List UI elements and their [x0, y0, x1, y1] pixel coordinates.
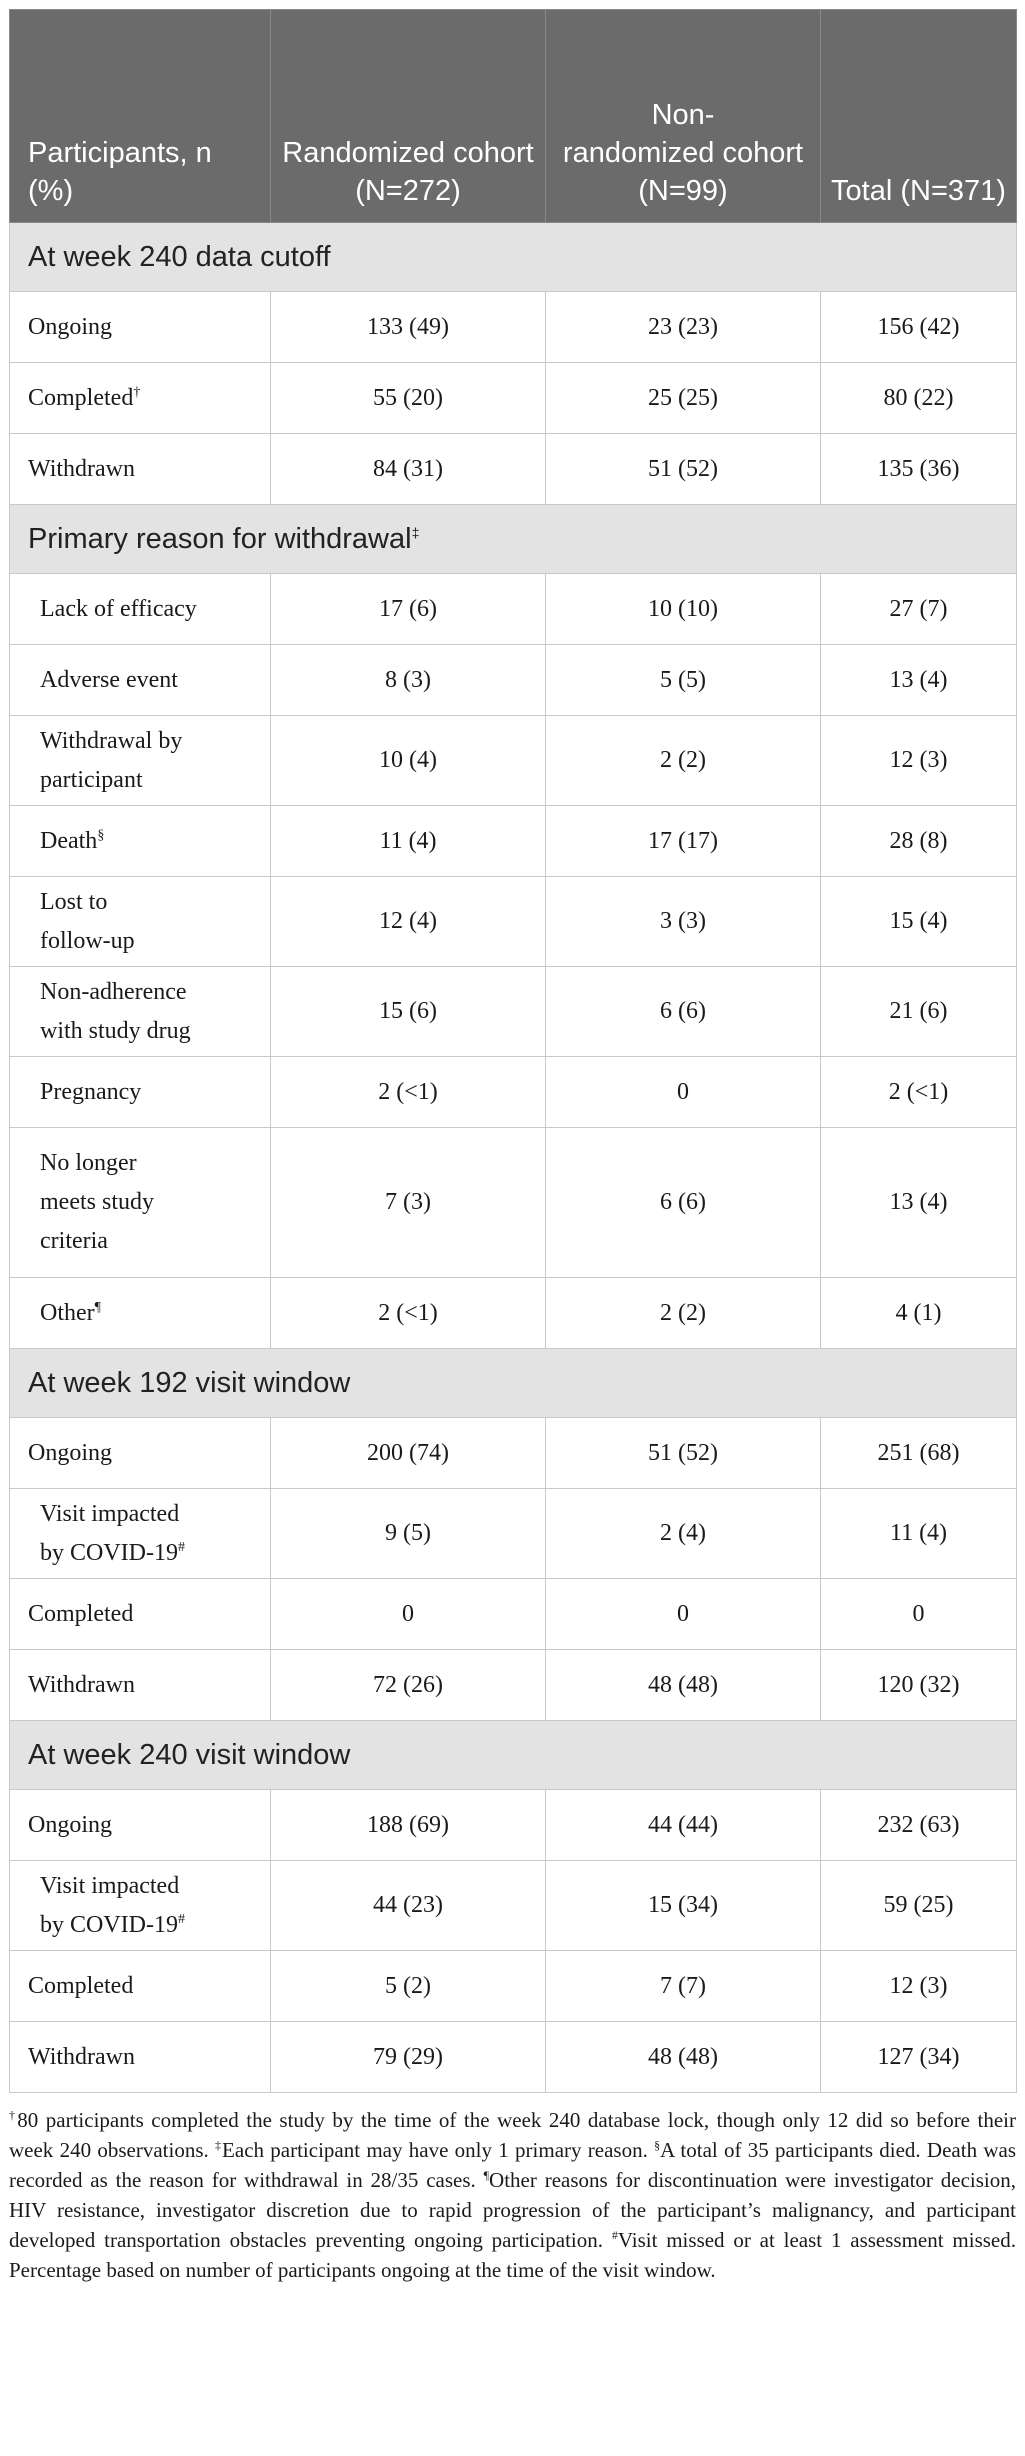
total-value: 2 (<1)	[821, 1057, 1017, 1128]
table-row	[10, 1790, 1017, 1861]
total-value: 80 (22)	[821, 363, 1017, 434]
table-row	[10, 1128, 1017, 1278]
footnote-marker: ¶	[94, 1299, 101, 1315]
row-label: Lack of efficacy	[10, 574, 271, 645]
nonrandomized-value: 17 (17)	[546, 806, 821, 877]
footnote-text: 80 participants completed the study by the time of the week 240 database lock, though only 12 did so before their week 240 observations.	[9, 2108, 1016, 2162]
nonrandomized-value: 5 (5)	[546, 645, 821, 716]
table-footnotes	[9, 2105, 1016, 2285]
randomized-value: 2 (<1)	[271, 1278, 546, 1349]
total-value: 251 (68)	[821, 1418, 1017, 1489]
total-value: 135 (36)	[821, 434, 1017, 505]
randomized-value: 44 (23)	[271, 1861, 546, 1951]
row-label-line1: Visit impacted	[40, 1872, 180, 1899]
row-label-line2: participant	[40, 766, 143, 793]
row-label-line2: with study drug	[40, 1017, 191, 1044]
nonrandomized-value: 7 (7)	[546, 1951, 821, 2022]
table-row	[10, 1650, 1017, 1721]
randomized-value: 12 (4)	[271, 877, 546, 967]
nonrandomized-value: 2 (2)	[546, 1278, 821, 1349]
table-row	[10, 1579, 1017, 1650]
header-total: Total (N=371)	[821, 10, 1017, 223]
table-row	[10, 967, 1017, 1057]
randomized-value: 7 (3)	[271, 1128, 546, 1278]
table-row	[10, 574, 1017, 645]
footnote-marker: #	[178, 1539, 185, 1555]
footnote-text: Other reasons for discontinuation were investigator decision, HIV resistance, investigator discretion due to rapid progression of the participant’s malignancy, and participant developed transportation obstacles preventing ongoing participation.	[9, 2168, 1016, 2252]
total-value: 12 (3)	[821, 716, 1017, 806]
section-title: At week 192 visit window	[10, 1349, 1017, 1418]
randomized-value: 2 (<1)	[271, 1057, 546, 1128]
total-value: 13 (4)	[821, 1128, 1017, 1278]
row-label: Completed	[10, 1579, 271, 1650]
randomized-value: 0	[271, 1579, 546, 1650]
footnote-text: A total of 35 participants died. Death was recorded as the reason for withdrawal in 28/35 cases.	[9, 2138, 1016, 2192]
section-title: At week 240 visit window	[10, 1721, 1017, 1790]
row-label	[10, 1128, 271, 1278]
randomized-value: 11 (4)	[271, 806, 546, 877]
total-value: 127 (34)	[821, 2022, 1017, 2093]
randomized-value: 79 (29)	[271, 2022, 546, 2093]
table-row	[10, 1057, 1017, 1128]
row-label: Withdrawn	[10, 2022, 271, 2093]
table-container	[9, 9, 1016, 2285]
total-value: 232 (63)	[821, 1790, 1017, 1861]
nonrandomized-value: 2 (2)	[546, 716, 821, 806]
row-label	[10, 877, 271, 967]
section-week192-visit-window	[10, 1349, 1017, 1418]
footnote-text: Visit missed or at least 1 assessment missed. Percentage based on number of participants ongoing at the time of the visit window.	[9, 2228, 1016, 2282]
table-row	[10, 1489, 1017, 1579]
footnote-text: Each participant may have only 1 primary reason.	[222, 2138, 655, 2162]
section-week240-data-cutoff	[10, 223, 1017, 292]
total-value: 15 (4)	[821, 877, 1017, 967]
row-label-line2: by COVID-19	[40, 1539, 178, 1566]
row-label	[10, 1861, 271, 1951]
table-row	[10, 877, 1017, 967]
section-primary-reason-withdrawal	[10, 505, 1017, 574]
row-label	[10, 806, 271, 877]
table-row	[10, 1951, 1017, 2022]
header-row	[10, 10, 1017, 223]
row-label: Withdrawn	[10, 1650, 271, 1721]
section-title-text: Primary reason for withdrawal	[28, 522, 412, 555]
nonrandomized-value: 6 (6)	[546, 1128, 821, 1278]
table-row	[10, 2022, 1017, 2093]
row-label	[10, 716, 271, 806]
row-label: Ongoing	[10, 1418, 271, 1489]
randomized-value: 84 (31)	[271, 434, 546, 505]
randomized-value: 188 (69)	[271, 1790, 546, 1861]
total-value: 11 (4)	[821, 1489, 1017, 1579]
row-label-line1: Withdrawal by	[40, 727, 183, 754]
row-label-line1: Non-adherence	[40, 978, 187, 1005]
nonrandomized-value: 48 (48)	[546, 1650, 821, 1721]
table-row	[10, 1278, 1017, 1349]
nonrandomized-value: 6 (6)	[546, 967, 821, 1057]
total-value: 13 (4)	[821, 645, 1017, 716]
randomized-value: 15 (6)	[271, 967, 546, 1057]
randomized-value: 72 (26)	[271, 1650, 546, 1721]
footnote-marker: ¶	[483, 2168, 490, 2182]
row-label: Ongoing	[10, 1790, 271, 1861]
nonrandomized-value: 0	[546, 1579, 821, 1650]
total-value: 27 (7)	[821, 574, 1017, 645]
total-value: 21 (6)	[821, 967, 1017, 1057]
randomized-value: 9 (5)	[271, 1489, 546, 1579]
nonrandomized-value: 2 (4)	[546, 1489, 821, 1579]
row-label-text: Other	[40, 1299, 95, 1326]
header-nonrandomized-line1: Non-	[651, 99, 715, 131]
total-value: 4 (1)	[821, 1278, 1017, 1349]
row-label	[10, 1278, 271, 1349]
table-row	[10, 716, 1017, 806]
nonrandomized-value: 48 (48)	[546, 2022, 821, 2093]
footnote-marker: #	[611, 2228, 618, 2242]
row-label: Adverse event	[10, 645, 271, 716]
randomized-value: 17 (6)	[271, 574, 546, 645]
footnote-marker: §	[97, 827, 105, 843]
table-row	[10, 806, 1017, 877]
footnote-marker: †	[9, 2108, 18, 2122]
section-title	[10, 505, 1017, 574]
row-label: Completed	[10, 1951, 271, 2022]
header-participants: Participants, n (%)	[10, 10, 271, 223]
nonrandomized-value: 3 (3)	[546, 877, 821, 967]
footnote-marker: §	[654, 2138, 661, 2152]
total-value: 0	[821, 1579, 1017, 1650]
total-value: 120 (32)	[821, 1650, 1017, 1721]
row-label-line2: follow-up	[40, 927, 135, 954]
row-label-text: Death	[40, 827, 98, 854]
randomized-value: 8 (3)	[271, 645, 546, 716]
row-label: Withdrawn	[10, 434, 271, 505]
footnote-marker: ‡	[411, 523, 420, 540]
table-row	[10, 1418, 1017, 1489]
header-randomized: Randomized cohort (N=272)	[271, 10, 546, 223]
total-value: 28 (8)	[821, 806, 1017, 877]
row-label: Pregnancy	[10, 1057, 271, 1128]
total-value: 12 (3)	[821, 1951, 1017, 2022]
total-value: 156 (42)	[821, 292, 1017, 363]
footnote-marker: #	[178, 1911, 185, 1927]
nonrandomized-value: 44 (44)	[546, 1790, 821, 1861]
total-value: 59 (25)	[821, 1861, 1017, 1951]
row-label-line1: Visit impacted	[40, 1500, 180, 1527]
header-nonrandomized	[546, 10, 821, 223]
randomized-value: 200 (74)	[271, 1418, 546, 1489]
row-label: Ongoing	[10, 292, 271, 363]
row-label-line2: by COVID-19	[40, 1911, 178, 1938]
nonrandomized-value: 23 (23)	[546, 292, 821, 363]
row-label-line1: Lost to	[40, 888, 108, 915]
nonrandomized-value: 25 (25)	[546, 363, 821, 434]
row-label	[10, 967, 271, 1057]
table-row	[10, 645, 1017, 716]
header-nonrandomized-line2: randomized cohort (N=99)	[562, 137, 804, 207]
nonrandomized-value: 10 (10)	[546, 574, 821, 645]
section-title: At week 240 data cutoff	[10, 223, 1017, 292]
table-row	[10, 363, 1017, 434]
section-week240-visit-window	[10, 1721, 1017, 1790]
row-label-line2: meets study	[40, 1189, 154, 1215]
row-label	[10, 363, 271, 434]
row-label-text: Completed	[28, 384, 134, 411]
table-row	[10, 1861, 1017, 1951]
randomized-value: 5 (2)	[271, 1951, 546, 2022]
nonrandomized-value: 15 (34)	[546, 1861, 821, 1951]
row-label-line1: No longer	[40, 1150, 137, 1176]
randomized-value: 133 (49)	[271, 292, 546, 363]
footnote-marker: †	[133, 384, 141, 400]
row-label	[10, 1489, 271, 1579]
nonrandomized-value: 0	[546, 1057, 821, 1128]
footnote-marker: ‡	[215, 2138, 223, 2152]
row-label-line3: criteria	[40, 1228, 108, 1254]
table-row	[10, 434, 1017, 505]
nonrandomized-value: 51 (52)	[546, 434, 821, 505]
participant-disposition-table	[9, 9, 1017, 2093]
table-row	[10, 292, 1017, 363]
randomized-value: 55 (20)	[271, 363, 546, 434]
randomized-value: 10 (4)	[271, 716, 546, 806]
nonrandomized-value: 51 (52)	[546, 1418, 821, 1489]
